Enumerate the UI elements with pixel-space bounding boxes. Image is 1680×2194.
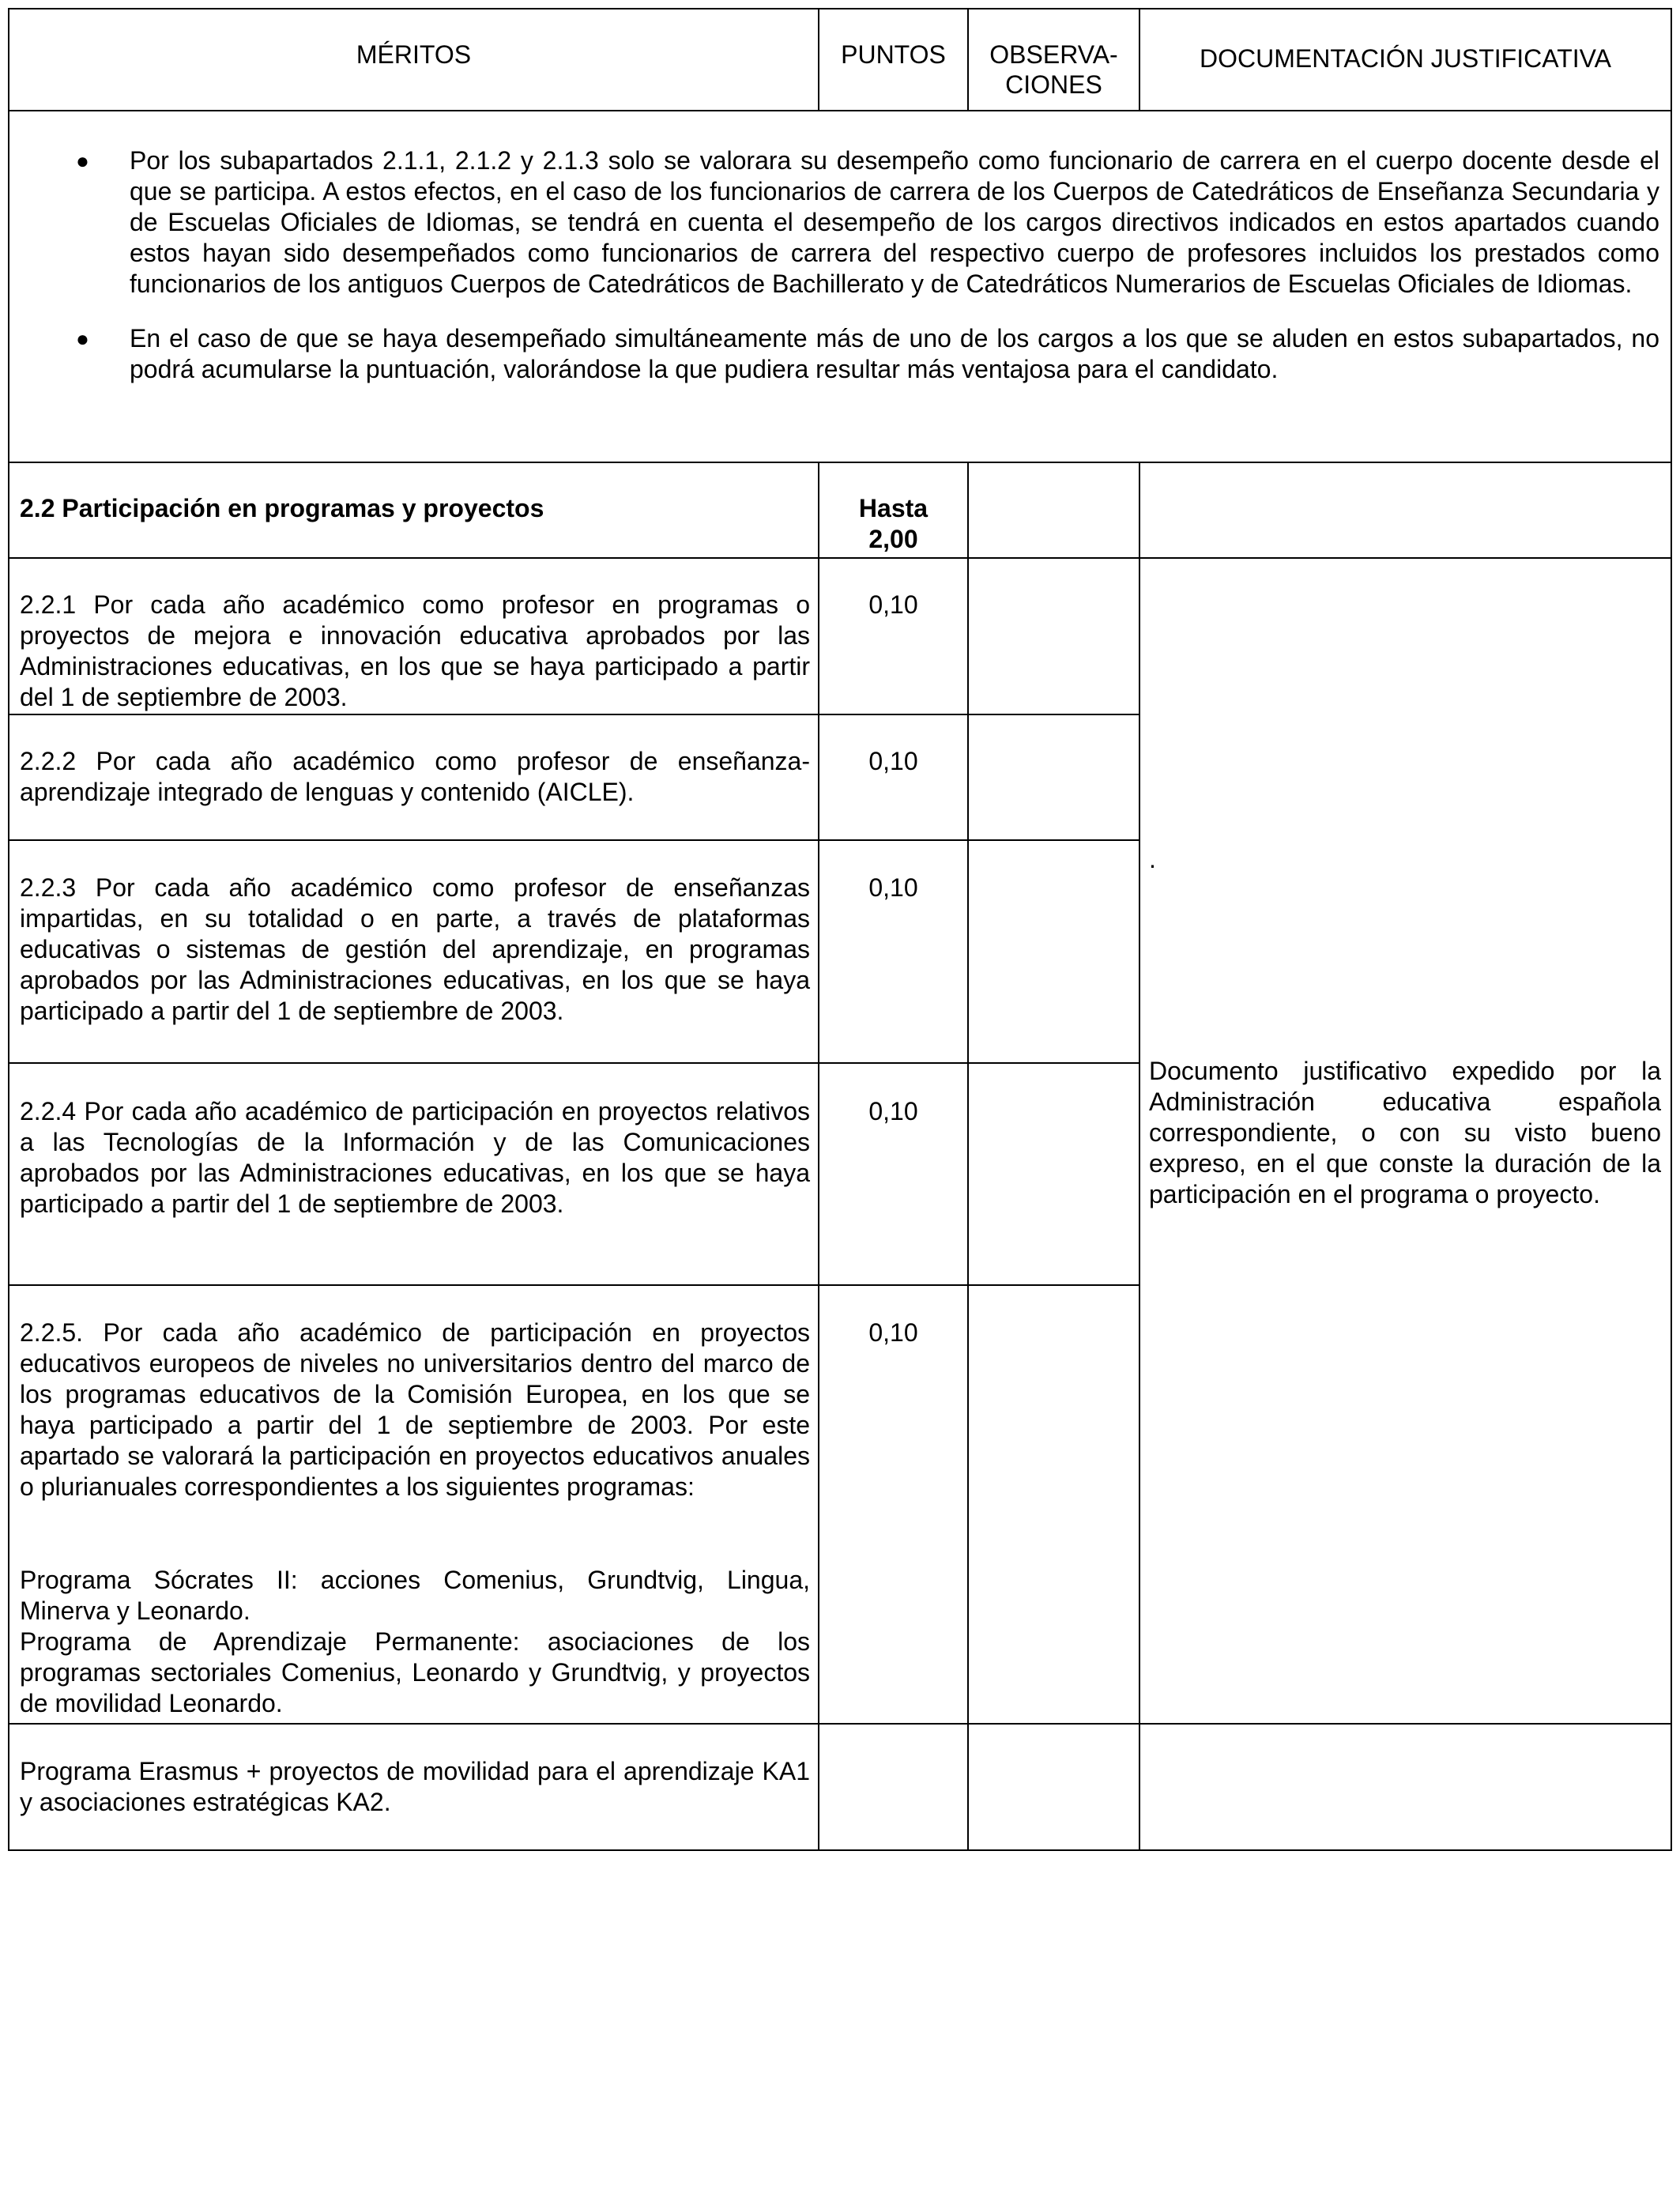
item-points-222: 0,10 — [868, 747, 918, 775]
program-erasmus: Programa Erasmus + proyectos de movilidad para el aprendizaje KA1 y asociaciones estratégicas KA2. — [20, 1757, 810, 1816]
bullet-icon: ● — [76, 326, 89, 351]
header-bottom-rule — [8, 110, 1672, 111]
item-text-221: 2.2.1 Por cada año académico como profesor en programas o proyectos de mejora e innovación educativa aprobados por las Administraciones educativas, en los que se haya participado a partir del 1 de septiembre de 2003. — [20, 590, 810, 711]
row-rule-222 — [8, 839, 1139, 841]
item-text-223: 2.2.3 Por cada año académico como profesor de enseñanzas impartidas, en su totalidad o en parte, a través de plataformas educativas o sistemas de gestión del aprendizaje, en programas aprobados por las Administraciones educativas, en los que se haya participado a partir del 1 de septiembre de 2003. — [20, 873, 810, 1025]
table-border-bottom — [8, 1849, 1672, 1851]
row-rule-224 — [8, 1284, 1139, 1286]
item-points-221: 0,10 — [868, 590, 918, 619]
col-divider-2b — [967, 462, 969, 1851]
header-puntos: PUNTOS — [841, 40, 946, 69]
row-rule-225 — [8, 1723, 1672, 1725]
item-points-225: 0,10 — [868, 1318, 918, 1347]
program-socrates: Programa Sócrates II: acciones Comenius, Grundtvig, Lingua, Minerva y Leonardo. — [20, 1566, 810, 1625]
note-text: Por los subapartados 2.1.1, 2.1.2 y 2.1.3 solo se valorara su desempeño como funcionario de carrera en el cuerpo docente desde el que se participa. A estos efectos, en el caso de los funcionarios de carrera de los Cuerpos de Catedráticos de Enseñanza Secundaria y de Escuelas Oficiales de Idiomas, se tendrá en cuenta el desempeño de los cargos directivos indicados en estos apartados cuando estos hayan sido desempeñados como funcionarios de carrera del respectivo cuerpo de profesores incluidos los prestados como funcionarios de los antiguos Cuerpos de Catedráticos de Bachillerato y de Catedráticos Numerarios de Escuelas Oficiales de Idiomas. — [130, 146, 1659, 298]
header-observaciones: OBSERVA- CIONES — [989, 40, 1118, 99]
note-text: En el caso de que se haya desempeñado simultáneamente más de uno de los cargos a los que se aluden en estos subapartados, no podrá acumularse la puntuación, valorándose la que pudiera resultar más ventajosa para el candidato. — [130, 324, 1659, 383]
list-item — [9, 145, 1659, 300]
item-points-223: 0,10 — [868, 873, 918, 902]
program-aprendizaje: Programa de Aprendizaje Permanente: asociaciones de los programas sectoriales Comenius, Leonardo y Grundtvig, y proyectos de movilidad Leonardo. — [20, 1627, 810, 1717]
list-item — [9, 323, 1659, 385]
item-text-222: 2.2.2 Por cada año académico como profesor de enseñanza-aprendizaje integrado de lenguas y contenido (AICLE). — [20, 747, 810, 806]
item-text-225: 2.2.5. Por cada año académico de participación en proyectos educativos europeos de niveles no universitarios dentro del marco de los programas educativos de la Comisión Europea, en los que se haya participado a partir del 1 de septiembre de 2003. Por este apartado se valorará la participación en proyectos educativos anuales o plurianuales correspondientes a los siguientes programas: — [20, 1318, 810, 1501]
item-text-224: 2.2.4 Por cada año académico de participación en proyectos relativos a las Tecnologías de la Información y de las Comunicaciones aprobados por las Administraciones educativas, en los que se haya participado a partir del 1 de septiembre de 2003. — [20, 1097, 810, 1218]
item-points-224: 0,10 — [868, 1097, 918, 1125]
header-documentacion: DOCUMENTACIÓN JUSTIFICATIVA — [1200, 44, 1611, 73]
table-border-right — [1671, 8, 1672, 1851]
section-points: Hasta 2,00 — [858, 494, 929, 553]
row-rule-221 — [8, 714, 1139, 715]
section-bottom-rule — [8, 557, 1672, 559]
documentation-text: Documento justificativo expedido por la Administración educativa española correspondiente, o con su visto bueno expreso, en el que conste la duración de la participación en el programa o proyecto. — [1149, 1057, 1661, 1208]
table-border-top — [8, 8, 1672, 9]
documentation-dot: . — [1149, 845, 1156, 873]
row-rule-223 — [8, 1062, 1139, 1064]
notes-bottom-rule — [8, 462, 1672, 463]
notes-block — [9, 145, 1659, 409]
col-divider-1b — [818, 462, 819, 1851]
col-divider-3b — [1139, 462, 1140, 1851]
bullet-icon: ● — [76, 149, 89, 173]
header-meritos: MÉRITOS — [356, 40, 472, 69]
section-title: 2.2 Participación en programas y proyectos — [20, 494, 544, 522]
